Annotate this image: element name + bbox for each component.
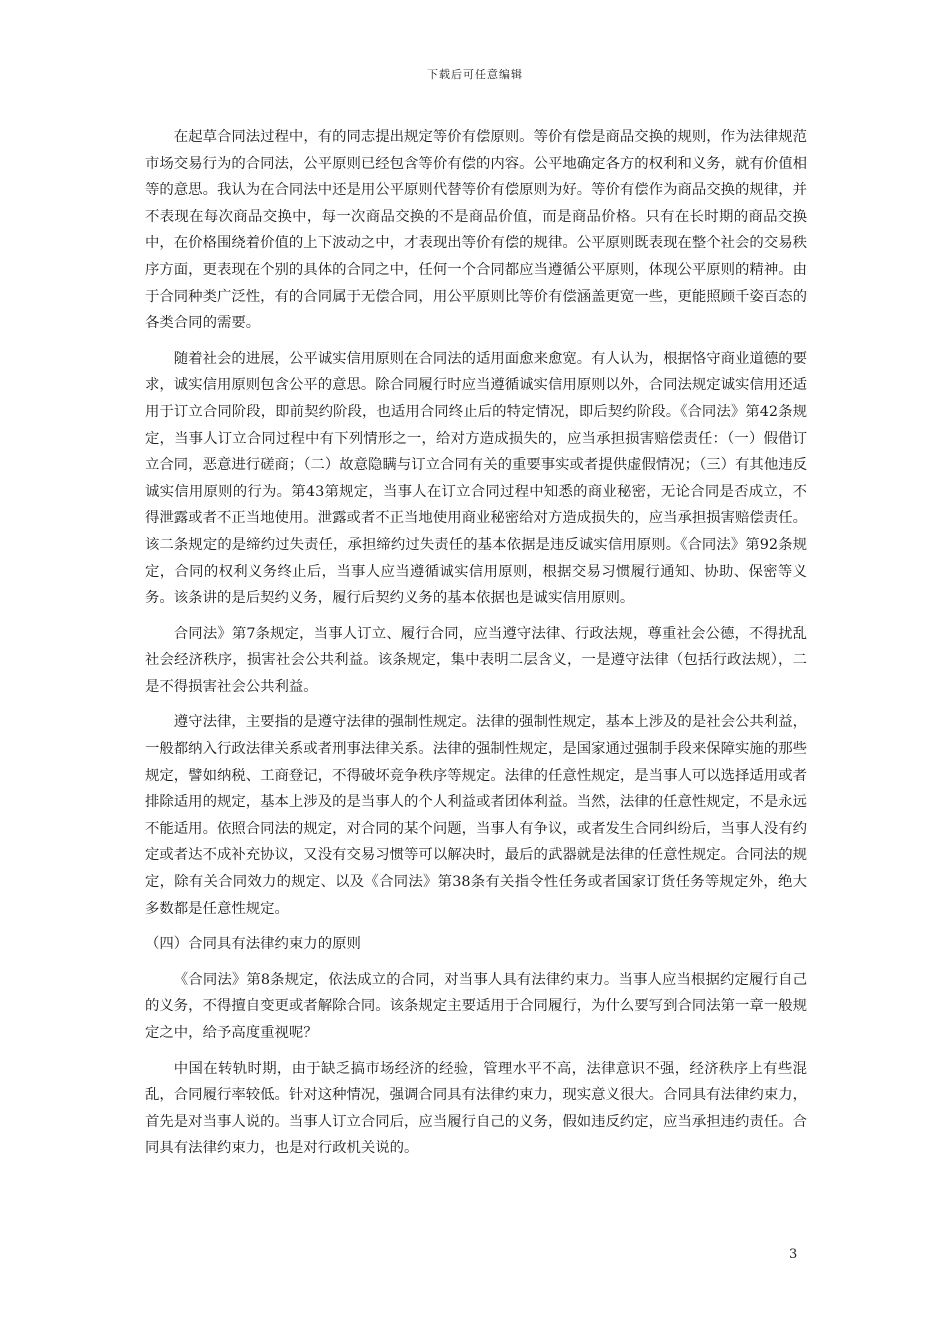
- paragraph-article-7: 合同法》第7条规定，当事人订立、履行合同，应当遵守法律、行政法规，尊重社会公德，不得扰乱社会经济秩序，损害社会公共利益。该条规定，集中表明二层含义，一是遵守法律（包括行政法规），二是不得损害社会公共利益。: [145, 625, 807, 695]
- paragraph-article-8: 《合同法》第8条规定，依法成立的合同，对当事人具有法律约束力。当事人应当根据约定履行自己的义务，不得擅自变更或者解除合同。该条规定主要适用于合同履行，为什么要写到合同法第一章一般规定之中，给予高度重视呢？: [145, 971, 807, 1041]
- page-header: 下载后可任意编辑: [427, 68, 523, 81]
- section-heading-binding-force: （四）合同具有法律约束力的原则: [145, 936, 361, 953]
- paragraph-transition-period: 中国在转轨时期，由于缺乏搞市场经济的经验，管理水平不高，法律意识不强，经济秩序上有些混乱，合同履行率较低。针对这种情况，强调合同具有法律约束力，现实意义很大。合同具有法律约束力，首先是对当事人说的。当事人订立合同后，应当履行自己的义务，假如违反约定，应当承担违约责任。合同具有法律约束力，也是对行政机关说的。: [145, 1060, 807, 1157]
- paragraph-good-faith: 随着社会的进展，公平诚实信用原则在合同法的适用面愈来愈宽。有人认为，根据恪守商业道德的要求，诚实信用原则包含公平的意思。除合同履行时应当遵循诚实信用原则以外，合同法规定诚实信用还适用于订立合同阶段，即前契约阶段，也适用合同终止后的特定情况，即后契约阶段。《合同法》第42条规定，当事人订立合同过程中有下列情形之一，给对方造成损失的，应当承担损害赔偿责任：（一）假借订立合同，恶意进行磋商；（二）故意隐瞒与订立合同有关的重要事实或者提供虚假情况；（三）有其他违反诚实信用原则的行为。第43第规定，当事人在订立合同过程中知悉的商业秘密，无论合同是否成立，不得泄露或者不正当地使用。泄露或者不正当地使用商业秘密给对方造成损失的，应当承担损害赔偿责任。该二条规定的是缔约过失责任，承担缔约过失责任的基本依据是违反诚实信用原则。《合同法》第92条规定，合同的权利义务终止后，当事人应当遵循诚实信用原则，根据交易习惯履行通知、协助、保密等义务。该条讲的是后契约义务，履行后契约义务的基本依据也是诚实信用原则。: [145, 350, 807, 607]
- paragraph-fair-principle: 在起草合同法过程中，有的同志提出规定等价有偿原则。等价有偿是商品交换的规则，作为法律规范市场交易行为的合同法，公平原则已经包含等价有偿的内容。公平地确定各方的权利和义务，就有价值相等的意思。我认为在合同法中还是用公平原则代替等价有偿原则为好。等价有偿作为商品交换的规律，并不表现在每次商品交换中，每一次商品交换的不是商品价值，而是商品价格。只有在长时期的商品交换中，在价格围绕着价值的上下波动之中，才表现出等价有偿的规律。公平原则既表现在整个社会的交易秩序方面，更表现在个别的具体的合同之中，任何一个合同都应当遵循公平原则，体现公平原则的精神。由于合同种类广泛性，有的合同属于无偿合同，用公平原则比等价有偿涵盖更宽一些，更能照顾千姿百态的各类合同的需要。: [145, 129, 807, 332]
- paragraph-mandatory-provisions: 遵守法律，主要指的是遵守法律的强制性规定。法律的强制性规定，基本上涉及的是社会公共利益，一般都纳入行政法律关系或者刑事法律关系。法律的强制性规定，是国家通过强制手段来保障实施的那些规定，譬如纳税、工商登记，不得破坏竞争秩序等规定。法律的任意性规定，是当事人可以选择适用或者排除适用的规定，基本上涉及的是当事人的个人利益或者团体利益。当然，法律的任意性规定，不是永远不能适用。依照合同法的规定，对合同的某个问题，当事人有争议，或者发生合同纠纷后，当事人没有约定或者达不成补充协议，又没有交易习惯等可以解决时，最后的武器就是法律的任意性规定。合同法的规定，除有关合同效力的规定、以及《合同法》第38条有关指令性任务或者国家订货任务等规定外，绝大多数都是任意性规定。: [145, 714, 807, 917]
- document-body: [145, 124, 807, 1171]
- page-number: 3: [789, 1247, 798, 1262]
